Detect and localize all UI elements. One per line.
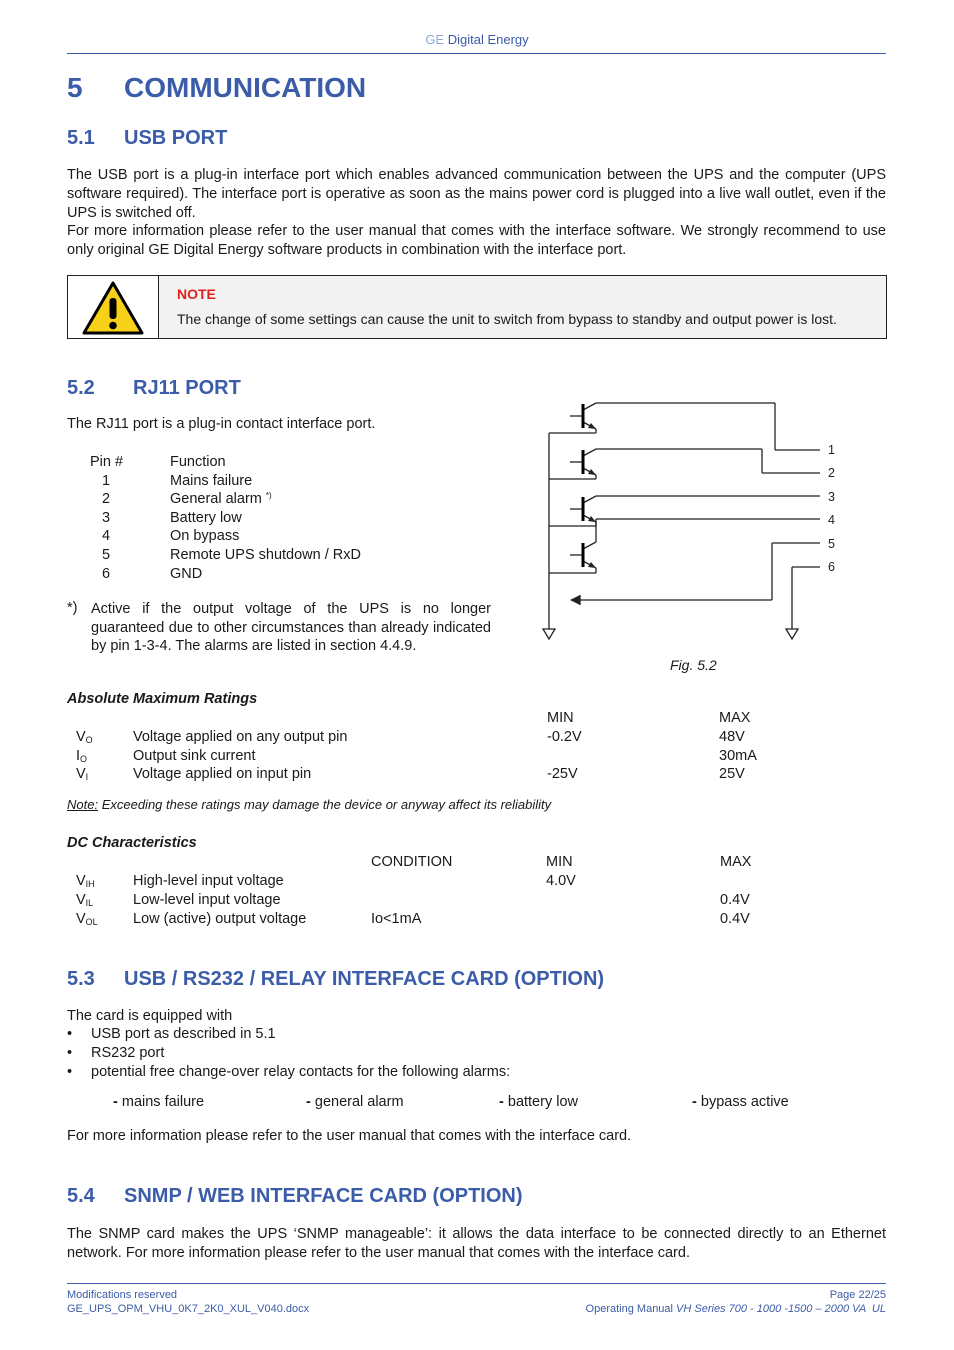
rj11-circuit-diagram [530, 395, 850, 645]
symbol: V [76, 911, 86, 927]
description: Voltage applied on any output pin [133, 729, 348, 745]
table-row [67, 766, 886, 785]
max-value: 0.4V [720, 911, 750, 927]
bullet-icon: • [67, 1064, 73, 1080]
amr-title: Absolute Maximum Ratings [67, 691, 258, 707]
alarm-label: general alarm [314, 1094, 404, 1110]
max-value: 25V [719, 766, 745, 782]
footer-left-1: Modifications reserved [67, 1289, 178, 1301]
note-label: Note: [67, 797, 99, 812]
alarm-item: - mains failure [113, 1094, 205, 1110]
pin-number: 3 [102, 509, 111, 526]
pin-number: 1 [102, 472, 111, 489]
table-row [67, 729, 886, 748]
symbol-subscript: IH [85, 879, 95, 889]
footer-doc-prefix: Operating Manual [585, 1303, 677, 1315]
max-value: 48V [719, 729, 745, 745]
dc-title: DC Characteristics [67, 835, 197, 851]
table-row [67, 566, 507, 585]
pin-col-header: Pin # [90, 454, 124, 470]
chapter-title: COMMUNICATION [124, 72, 367, 103]
diagram-pin-3: 3 [828, 490, 835, 504]
symbol: V [76, 892, 86, 908]
min-value: -0.2V [547, 729, 582, 745]
table-row [67, 491, 507, 510]
max-value: 0.4V [720, 892, 750, 908]
dc-max-header: MAX [720, 854, 752, 870]
pin-function: Mains failure [170, 472, 253, 489]
section-title: SNMP / WEB INTERFACE CARD (OPTION) [124, 1185, 523, 1207]
symbol-subscript: O [85, 735, 93, 745]
condition: Io<1mA [371, 911, 422, 927]
alarm-label: bypass active [700, 1094, 789, 1110]
chapter-number: 5 [67, 72, 83, 103]
rj11-intro: The RJ11 port is a plug-in contact interface port. [67, 416, 376, 432]
symbol: V [76, 766, 86, 782]
note-box [67, 275, 887, 339]
min-value: -25V [547, 766, 578, 782]
table-row [67, 748, 886, 767]
section-number: 5.3 [67, 968, 95, 990]
list-item: potential free change-over relay contacts for the following alarms: [91, 1064, 511, 1080]
footnote-marker: *) [67, 600, 78, 616]
pin-number: 6 [102, 565, 111, 582]
footer-doc-series: VH Series 700 - 1000 -1500 – 2000 VA UL [676, 1303, 886, 1315]
description: Low-level input voltage [133, 892, 281, 908]
pin-table-header [67, 454, 507, 473]
table-row [67, 911, 886, 930]
section-title: USB / RS232 / RELAY INTERFACE CARD (OPTION) [124, 968, 605, 990]
pin-function: Remote UPS shutdown / RxD [170, 547, 361, 563]
footer-doc-title [586, 1303, 886, 1315]
pin-number: 5 [102, 547, 111, 563]
min-value: 4.0V [546, 873, 576, 889]
alarm-label: mains failure [121, 1094, 205, 1110]
card-intro: The card is equipped with [67, 1008, 233, 1024]
table-row [67, 873, 886, 892]
table-row [67, 547, 507, 566]
pin-function: On bypass [170, 528, 240, 545]
diagram-pin-6: 6 [828, 560, 835, 574]
alarm-item: - general alarm [306, 1094, 404, 1110]
header-title: Digital Energy [447, 32, 529, 47]
amr-note [67, 797, 551, 812]
diagram-pin-1: 1 [828, 443, 835, 457]
footnote-text: Active if the output voltage of the UPS is no longer guaranteed due to other circumstances than already indicated by pin 1-3-4. The alarms are listed in section 4.4.9. [91, 601, 491, 655]
description: Voltage applied on input pin [133, 766, 312, 782]
note-title: NOTE [177, 286, 216, 302]
section-title: USB PORT [124, 127, 228, 149]
usb-paragraph-2: For more information please refer to the user manual that comes with the interface software. We strongly recommend to use only original GE Digital Energy software products in combination with the interface port. [67, 223, 886, 258]
symbol: I [76, 748, 81, 764]
max-value: 30mA [719, 748, 757, 764]
warning-icon [68, 276, 158, 338]
list-item: USB port as described in 5.1 [91, 1026, 276, 1042]
symbol-subscript: O [80, 754, 88, 764]
footnote-marker: *) [265, 491, 272, 501]
symbol-subscript: OL [85, 917, 98, 927]
note-text-cell [159, 276, 886, 338]
note-icon-cell [68, 276, 159, 338]
footer-page-number: Page 22/25 [829, 1289, 886, 1301]
section-number: 5.1 [67, 127, 95, 149]
note-body: The change of some settings can cause the unit to switch from bypass to standby and output power is lost. [177, 311, 837, 327]
table-row [67, 528, 507, 547]
alarm-item: - bypass active [692, 1094, 789, 1110]
pin-function: GND [170, 565, 203, 582]
diagram-pin-4: 4 [828, 513, 835, 527]
section-5-4-heading [67, 1185, 523, 1208]
table-row [67, 892, 886, 911]
symbol: V [76, 729, 86, 745]
diagram-pin-5: 5 [828, 537, 835, 551]
alarm-item: - battery low [499, 1094, 578, 1110]
bullet-icon: • [67, 1026, 73, 1042]
dc-condition-header: CONDITION [371, 854, 453, 870]
amr-max-header: MAX [719, 710, 751, 726]
symbol-subscript: IL [85, 898, 94, 908]
section-5-1-heading [67, 127, 227, 150]
section-title: RJ11 PORT [133, 377, 241, 399]
pin-table [67, 454, 507, 594]
table-row [67, 473, 507, 492]
card-outro: For more information please refer to the user manual that comes with the interface card. [67, 1128, 632, 1144]
section-5-3-heading [67, 968, 604, 991]
pin-number: 2 [102, 491, 111, 508]
footer-rule [67, 1283, 886, 1284]
section-number: 5.2 [67, 377, 95, 399]
chapter-heading [67, 72, 366, 104]
symbol-subscript: I [85, 772, 89, 782]
description: Output sink current [133, 748, 256, 764]
symbol: V [76, 873, 86, 889]
footer-left-2: GE_UPS_OPM_VHU_0K7_2K0_XUL_V040.docx [67, 1303, 310, 1315]
diagram-pin-2: 2 [828, 466, 835, 480]
header-rule [67, 53, 886, 54]
snmp-paragraph: The SNMP card makes the UPS ‘SNMP manageable’: it allows the data interface to be connected directly to an Ethernet network. For more information please refer to the user manual that comes with the interface card. [67, 1226, 886, 1261]
description: Low (active) output voltage [133, 911, 307, 927]
pin-function: General alarm [170, 491, 262, 508]
section-5-2-heading [67, 377, 241, 400]
section-number: 5.4 [67, 1185, 95, 1207]
page-header [0, 32, 954, 47]
usb-paragraph-1: The USB port is a plug-in interface port which enables advanced communication between the UPS and the computer (UPS software required). The interface port is operative as soon as the mains power cord is plugged into a live wall outlet, even if the UPS is switched off. [67, 167, 886, 221]
function-col-header: Function [170, 454, 226, 470]
amr-min-header: MIN [547, 710, 574, 726]
list-item: RS232 port [91, 1045, 165, 1061]
header-brand: GE [425, 32, 445, 47]
dc-min-header: MIN [546, 854, 573, 870]
bullet-icon: • [67, 1045, 73, 1061]
note-text: Exceeding these ratings may damage the device or anyway affect its reliability [98, 797, 552, 812]
pin-function: Battery low [170, 509, 242, 526]
alarm-label: battery low [507, 1094, 578, 1110]
description: High-level input voltage [133, 873, 284, 889]
table-row [67, 510, 507, 529]
pin-number: 4 [102, 528, 111, 545]
figure-caption: Fig. 5.2 [670, 657, 717, 673]
